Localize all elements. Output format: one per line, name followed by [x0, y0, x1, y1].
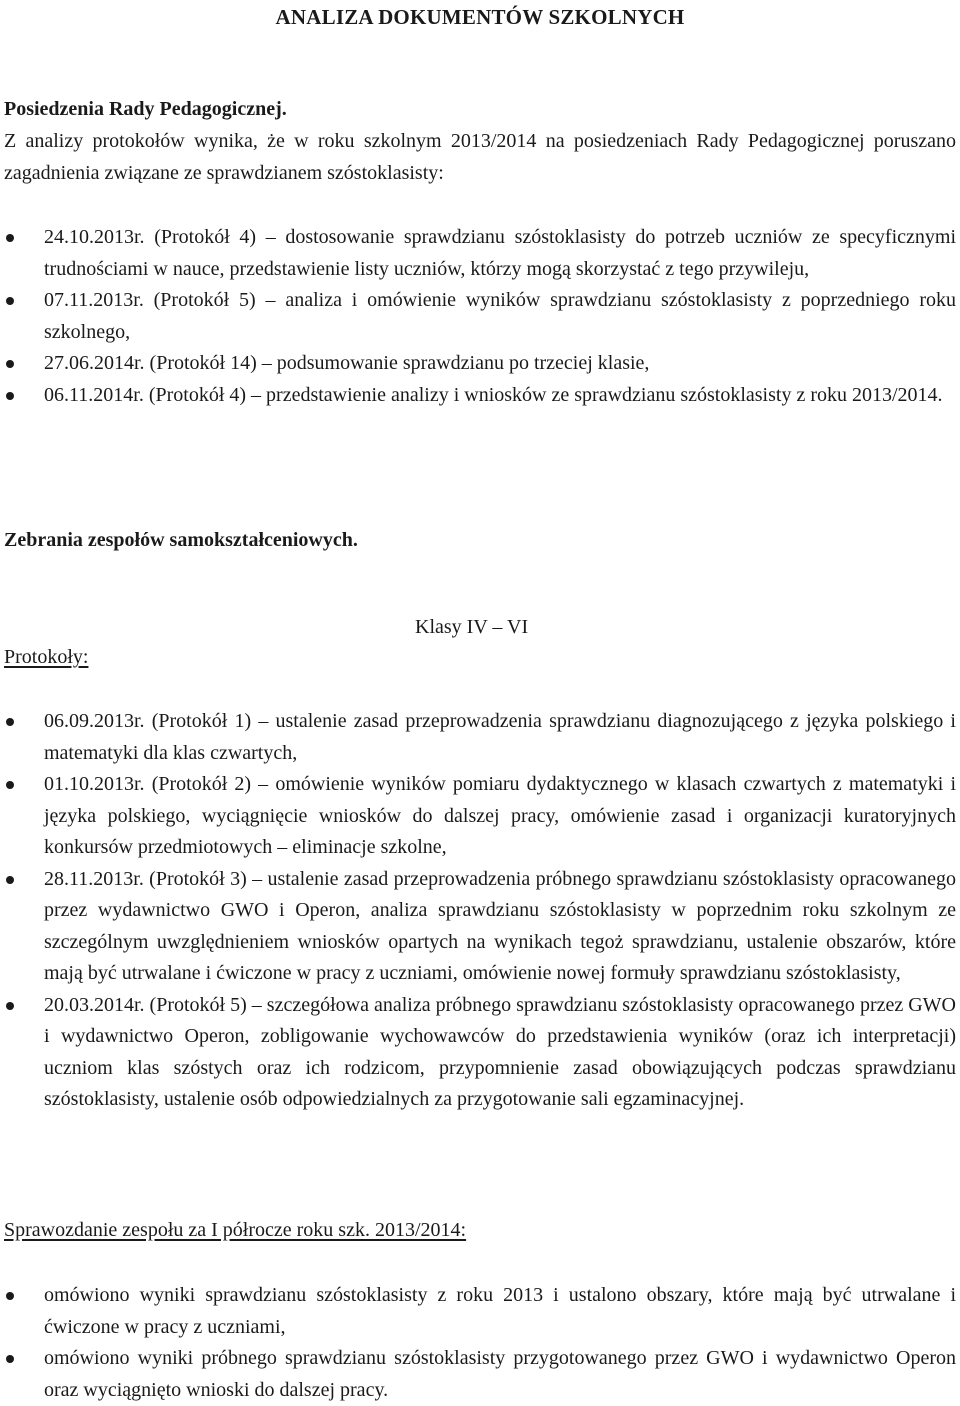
list-item: omówiono wyniki sprawdzianu szóstoklasisty z roku 2013 i ustalono obszary, które mają być utrwalane i ćwiczone w pracy z uczniami, [4, 1280, 956, 1343]
list-item: 07.11.2013r. (Protokół 5) – analiza i omówienie wyników sprawdzianu szóstoklasisty z poprzedniego roku szkolnego, [4, 285, 956, 348]
section-heading-zebrania: Zebrania zespołów samokształceniowych. [4, 529, 358, 551]
rada-meetings-list [4, 222, 956, 411]
list-item: 01.10.2013r. (Protokół 2) – omówienie wyników pomiaru dydaktycznego w klasach czwartych z matematyki i języka polskiego, wyciągnięcie wniosków do dalszej pracy, omówienie zasad i organizacji kuratoryjnych konkursów przedmiotowych – eliminacje szkolne, [4, 769, 956, 864]
list-item: 24.10.2013r. (Protokół 4) – dostosowanie sprawdzianu szóstoklasisty do potrzeb uczniów ze specyficznymi trudnościami w nauce, przedstawienie listy uczniów, którzy mogą skorzystać z tego przywileju, [4, 222, 956, 285]
list-item: omówiono wyniki próbnego sprawdzianu szóstoklasisty przygotowanego przez GWO i wydawnictwo Operon oraz wyciągnięto wnioski do dalszej pracy. [4, 1343, 956, 1406]
report-heading: Sprawozdanie zespołu za I półrocze roku szk. 2013/2014: [4, 1219, 467, 1241]
list-item: 06.09.2013r. (Protokół 1) – ustalenie zasad przeprowadzenia sprawdzianu diagnozującego z języka polskiego i matematyki dla klas czwartych, [4, 706, 956, 769]
list-item: 06.11.2014r. (Protokół 4) – przedstawienie analizy i wniosków ze sprawdzianu szóstoklasisty z roku 2013/2014. [4, 380, 956, 412]
protocols-label: Protokoły: [4, 646, 89, 668]
list-item: 27.06.2014r. (Protokół 14) – podsumowanie sprawdzianu po trzeciej klasie, [4, 348, 956, 380]
list-item: 20.03.2014r. (Protokół 5) – szczegółowa analiza próbnego sprawdzianu szóstoklasisty opracowanego przez GWO i wydawnictwo Operon, zobligowanie wychowawców do przedstawienia wyników (oraz ich interpretacji) uczniom klas szóstych oraz ich rodzicom, przypomnienie zasad obowiązujących podczas sprawdzianu szóstoklasisty, ustalenie osób odpowiedzialnych za przygotowanie sali egzaminacyjnej. [4, 990, 956, 1116]
team-meetings-list [4, 706, 956, 1116]
document-title: ANALIZA DOKUMENTÓW SZKOLNYCH [275, 5, 685, 29]
section-heading-rada: Posiedzenia Rady Pedagogicznej. [4, 98, 287, 120]
report-list [4, 1280, 956, 1406]
intro-paragraph: Z analizy protokołów wynika, że w roku szkolnym 2013/2014 na posiedzeniach Rady Pedagogicznej poruszano zagadnienia związane ze sprawdzianem szóstoklasisty: [4, 130, 956, 184]
classes-label: Klasy IV – VI [415, 616, 529, 638]
list-item: 28.11.2013r. (Protokół 3) – ustalenie zasad przeprowadzenia próbnego sprawdzianu szóstoklasisty opracowanego przez wydawnictwo GWO i Operon, analiza sprawdzianu szóstoklasisty w poprzednim roku szkolnym ze szczególnym uwzględnieniem wniosków opartych na wynikach tegoż sprawdzianu, ustalenie obszarów, które mają być utrwalane i ćwiczone w pracy z uczniami, omówienie nowej formuły sprawdzianu szóstoklasisty, [4, 864, 956, 990]
